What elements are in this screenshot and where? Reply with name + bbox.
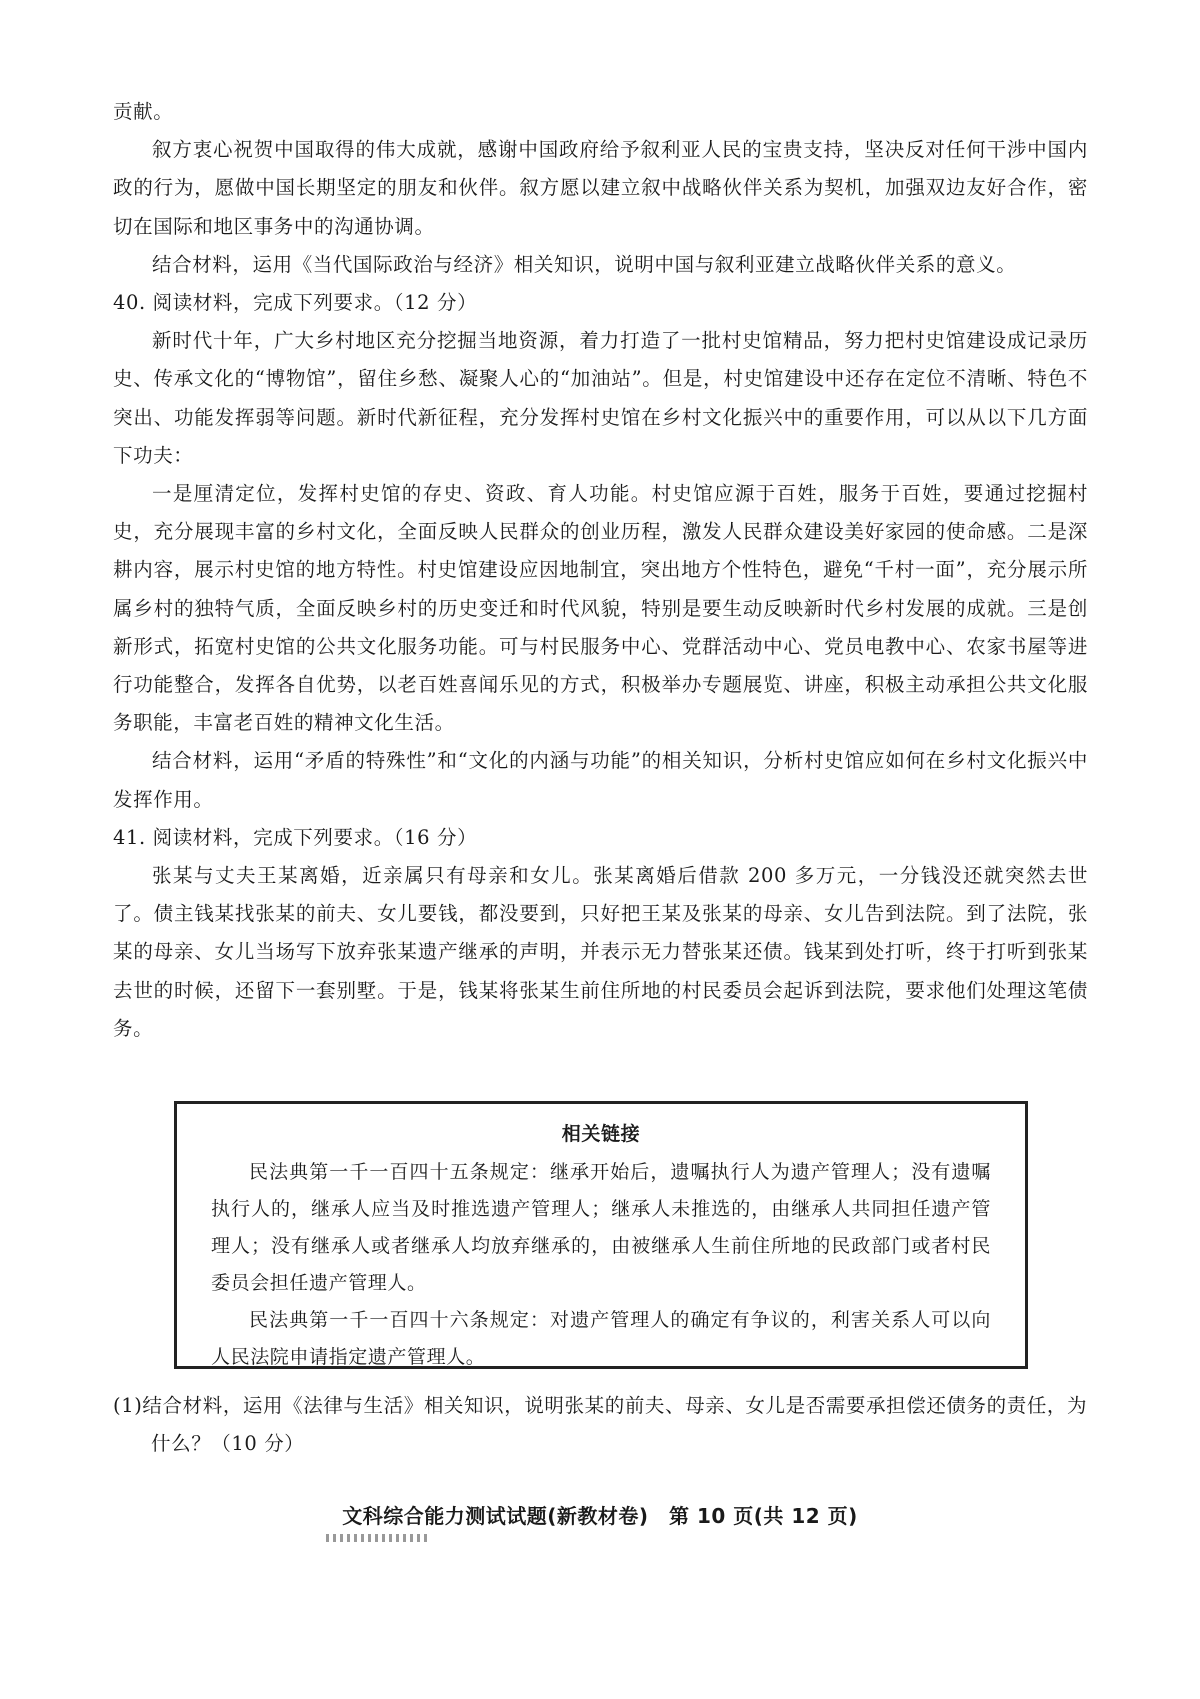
question-41-sub-1-text: (1)结合材料，运用《法律与生活》相关知识，说明张某的前夫、母亲、女儿是否需要承担偿还债务的责任，为什么？（10 分） <box>113 1394 1088 1455</box>
question-41-sub-1 <box>113 1387 1088 1463</box>
page-footer: 文科综合能力测试试题(新教材卷) 第 10 页(共 12 页) <box>342 1504 858 1528</box>
intro-prompt: 结合材料，运用《当代国际政治与经济》相关知识，说明中国与叙利亚建立战略伙伴关系的意义。 <box>152 252 1017 276</box>
question-40-header: 40. 阅读材料，完成下列要求。（12 分） <box>113 291 478 315</box>
related-link-title: 相关链接 <box>561 1123 641 1145</box>
intro-paragraph: 叙方衷心祝贺中国取得的伟大成就，感谢中国政府给予叙利亚人民的宝贵支持，坚决反对任何干涉中国内政的行为，愿做中国长期坚定的朋友和伙伴。叙方愿以建立叙中战略伙伴关系为契机，加强双边友好合作，密切在国际和地区事务中的沟通协调。 <box>113 138 1088 238</box>
question-40-material-1: 新时代十年，广大乡村地区充分挖掘当地资源，着力打造了一批村史馆精品，努力把村史馆建设成记录历史、传承文化的“博物馆”，留住乡愁、凝聚人心的“加油站”。但是，村史馆建设中还存在定位不清晰、特色不突出、功能发挥弱等问题。新时代新征程，充分发挥村史馆在乡村文化振兴中的重要作用，可以从以下几方面下功夫： <box>113 329 1088 467</box>
question-40-material-2: 一是厘清定位，发挥村史馆的存史、资政、育人功能。村史馆应源于百姓，服务于百姓，要通过挖掘村史，充分展现丰富的乡村文化，全面反映人民群众的创业历程，激发人民群众建设美好家园的使命感。二是深耕内容，展示村史馆的地方特性。村史馆建设应因地制宜，突出地方个性特色，避免“千村一面”，充分展示所属乡村的独特气质，全面反映乡村的历史变迁和时代风貌，特别是要生动反映新时代乡村发展的成就。三是创新形式，拓宽村史馆的公共文化服务功能。可与村民服务中心、党群活动中心、党员电教中心、农家书屋等进行功能整合，发挥各自优势，以老百姓喜闻乐见的方式，积极举办专题展览、讲座，积极主动承担公共文化服务职能，丰富老百姓的精神文化生活。 <box>113 482 1088 735</box>
intro-fragment: 贡献。 <box>113 100 174 123</box>
scan-smudge <box>326 1534 428 1542</box>
civil-code-article-1145: 民法典第一千一百四十五条规定：继承开始后，遗嘱执行人为遗产管理人；没有遗嘱执行人的，继承人应当及时推选遗产管理人；继承人未推选的，由继承人共同担任遗产管理人；没有继承人或者继承人均放弃继承的，由被继承人生前住所地的民政部门或者村民委员会担任遗产管理人。 <box>211 1161 991 1294</box>
question-41-material: 张某与丈夫王某离婚，近亲属只有母亲和女儿。张某离婚后借款 200 多万元，一分钱没还就突然去世了。债主钱某找张某的前夫、女儿要钱，都没要到，只好把王某及张某的母亲、女儿告到法院。到了法院，张某的母亲、女儿当场写下放弃张某遗产继承的声明，并表示无力替张某还债。钱某到处打听，终于打听到张某去世的时候，还留下一套别墅。于是，钱某将张某生前住所地的村民委员会起诉到法院，要求他们处理这笔债务。 <box>113 864 1088 1040</box>
question-text-block <box>113 93 1088 1048</box>
related-link-box <box>174 1101 1028 1369</box>
civil-code-article-1146: 民法典第一千一百四十六条规定：对遗产管理人的确定有争议的，利害关系人可以向人民法院申请指定遗产管理人。 <box>211 1309 991 1368</box>
question-40-prompt: 结合材料，运用“矛盾的特殊性”和“文化的内涵与功能”的相关知识，分析村史馆应如何在乡村文化振兴中发挥作用。 <box>113 749 1088 811</box>
question-41-header: 41. 阅读材料，完成下列要求。（16 分） <box>113 825 478 849</box>
